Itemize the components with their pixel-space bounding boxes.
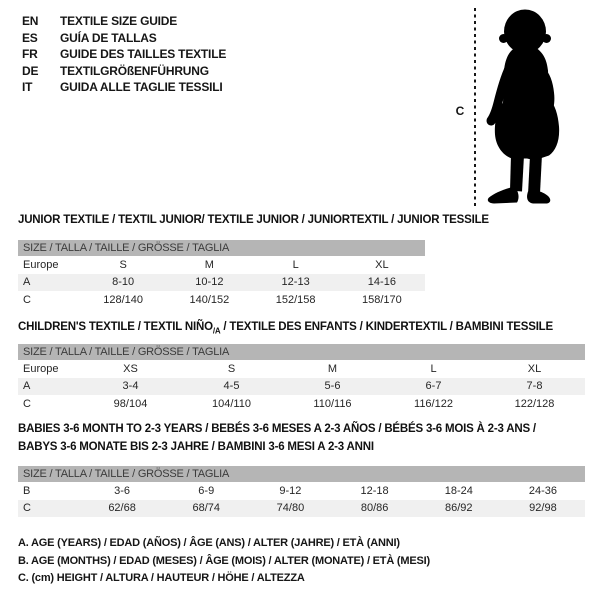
language-title: GUIDE DES TAILLES TEXTILE [60,47,227,62]
size-header-band: SIZE / TALLA / TAILLE / GRÖSSE / TAGLIA [18,466,585,482]
junior-table-title: JUNIOR TEXTILE / TEXTIL JUNIOR/ TEXTILE JUNIOR / JUNIORTEXTIL / JUNIOR TESSILE [18,214,489,226]
language-row-en [22,13,226,30]
language-title: GUÍA DE TALLAS [60,30,157,45]
language-title: TEXTILGRÖßENFÜHRUNG [60,63,209,78]
value-cell: 158/170 [361,293,402,306]
value-cell: 152/158 [275,293,316,306]
value-cell: 9-12 [279,484,302,497]
value-cell: 110/116 [313,397,352,410]
value-cell: 10-12 [195,276,224,289]
row-label: C [23,397,31,410]
table-row-europe [18,360,585,378]
table-row-height [18,395,585,413]
language-code: DE [22,63,39,78]
size-cell: L [292,258,299,271]
value-cell: 92/98 [529,502,557,515]
table-row-age [18,378,585,396]
value-cell: 4-5 [223,380,240,393]
size-cell: S [227,362,236,375]
value-cell: 74/80 [276,502,305,515]
size-cell: M [327,362,338,375]
value-cell: 5-6 [324,380,341,393]
language-title-list [22,13,226,96]
table-row-age [18,274,425,292]
footnote-age-years: A. AGE (YEARS) / EDAD (AÑOS) / ÂGE (ANS) / ALTER (JAHRE) / ETÀ (ANNI) [18,537,400,549]
language-code: IT [22,80,33,95]
language-code: ES [22,30,38,45]
babies-size-table [18,466,585,517]
value-cell: 62/68 [108,502,136,515]
row-label: B [23,484,31,497]
row-label: A [23,380,31,393]
value-cell: 116/122 [414,397,453,410]
value-cell: 8-10 [112,276,135,289]
language-code: FR [22,47,38,62]
size-cell: XL [527,362,542,375]
row-label: Europe [23,258,59,271]
size-cell: XS [123,362,138,375]
children-size-table [18,344,585,413]
table-row-months [18,482,585,500]
value-cell: 3-6 [114,484,131,497]
size-cell: M [204,258,214,271]
children-table-title [18,319,553,340]
value-cell: 98/104 [113,397,148,410]
value-cell: 6-7 [425,380,442,393]
footnote-height-cm: C. (cm) HEIGHT / ALTURA / HAUTEUR / HÖHE / ALTEZZA [18,572,305,584]
language-row-es [22,30,226,47]
language-title: TEXTILE SIZE GUIDE [60,14,178,29]
value-cell: 140/152 [189,293,230,306]
children-title-pre: CHILDREN'S TEXTILE / TEXTIL NIÑO [18,321,213,333]
value-cell: 12-13 [281,276,310,289]
value-cell: 122/128 [514,397,555,410]
table-row-height [18,291,425,309]
babies-title-line2: BABYS 3-6 MONATE BIS 2-3 JAHRE / BAMBINI 3-6 MESI A 2-3 ANNI [18,440,374,453]
value-cell: 6-9 [198,484,215,497]
size-header-band: SIZE / TALLA / TAILLE / GRÖSSE / TAGLIA [18,344,585,360]
height-measure-label: C [455,104,465,118]
row-label: Europe [23,362,59,375]
table-row-height [18,500,585,518]
language-row-de [22,63,226,80]
table-row-europe [18,256,425,274]
size-header-band: SIZE / TALLA / TAILLE / GRÖSSE / TAGLIA [18,240,425,256]
junior-size-table [18,240,425,309]
size-cell: XL [375,258,389,271]
language-row-fr [22,46,226,63]
value-cell: 24-36 [528,484,558,497]
footnote-age-months: B. AGE (MONTHS) / EDAD (MESES) / ÂGE (MOIS) / ALTER (MONATE) / ETÀ (MESI) [18,554,430,567]
value-cell: 104/110 [212,397,251,410]
size-cell: L [430,362,437,375]
value-cell: 3-4 [122,380,139,393]
row-label: A [23,276,31,289]
language-title: GUIDA ALLE TAGLIE TESSILI [60,80,223,95]
value-cell: 80/86 [360,502,389,515]
babies-table-title [18,421,536,456]
language-code: EN [22,14,39,29]
footnote-legend [18,535,430,588]
value-cell: 128/140 [103,293,143,306]
value-cell: 14-16 [367,276,396,289]
language-row-it [22,79,226,96]
value-cell: 18-24 [444,484,473,497]
babies-title-line1: BABIES 3-6 MONTH TO 2-3 YEARS / BEBÉS 3-6 MESES A 2-3 AÑOS / BÉBÉS 3-6 MOIS À 2-3 ANS / [18,423,536,435]
value-cell: 12-18 [360,484,389,497]
children-title-subscript: /A [212,326,221,336]
size-cell: S [119,258,127,271]
row-label: C [23,293,31,306]
children-title-post: / TEXTILE DES ENFANTS / KINDERTEXTIL / BAMBINI TESSILE [220,321,553,333]
row-label: C [23,502,31,515]
height-dashed-line [474,8,476,208]
value-cell: 86/92 [445,502,473,515]
toddler-silhouette-icon [481,7,573,208]
value-cell: 7-8 [526,380,543,393]
value-cell: 68/74 [192,502,221,515]
